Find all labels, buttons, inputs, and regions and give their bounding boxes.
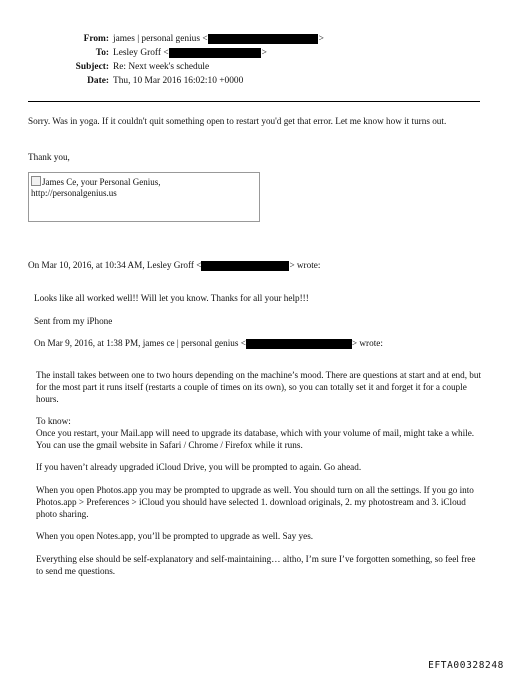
quote2-paragraph-4: When you open Photos.app you may be prompted to upgrade as well. You should turn on all the settings. If you go into Photos.app > Preferences > iCloud you should have selected 1. download originals, 2. my photostream and 3. iCloud photo sharing. bbox=[36, 485, 474, 519]
signature-line-2: http://personalgenius.us bbox=[31, 188, 117, 198]
quote1-body: Looks like all worked well!! Will let you know. Thanks for all your help!!! bbox=[34, 293, 309, 303]
quote2-paragraph-3: If you haven’t already upgraded iCloud Drive, you will be prompted to again. Go ahead. bbox=[36, 462, 362, 472]
redaction-bar bbox=[201, 261, 289, 271]
attribution-text: On Mar 9, 2016, at 1:38 PM, james ce | personal genius < bbox=[34, 338, 246, 348]
signature-line-1: James Ce, your Personal Genius, bbox=[42, 177, 161, 187]
quote1-attribution bbox=[28, 259, 480, 271]
quote2-paragraph-1: The install takes between one to two hours depending on the machine’s mood. There are questions at start and at end, but for the most part it runs itself (restarts a couple of times on its own), so you can totally set it and forget it for a couple hours. bbox=[36, 370, 482, 404]
redaction-bar bbox=[208, 34, 318, 44]
to-label: To: bbox=[95, 48, 109, 58]
redaction-bar bbox=[169, 48, 261, 58]
date-label: Date: bbox=[87, 76, 109, 86]
date-value: Thu, 10 Mar 2016 16:02:10 +0000 bbox=[113, 76, 244, 86]
signature-image-placeholder bbox=[28, 172, 260, 222]
email-header bbox=[34, 32, 324, 88]
reply-body: Sorry. Was in yoga. If it couldn't quit something open to restart you'd get that error. Let me know how it turns out. bbox=[28, 116, 447, 126]
quote2-attribution bbox=[34, 337, 480, 349]
to-row bbox=[34, 46, 324, 60]
reply-thanks: Thank you, bbox=[28, 152, 70, 162]
from-row bbox=[34, 32, 324, 46]
subject-label: Subject: bbox=[75, 62, 109, 72]
from-label: From: bbox=[83, 34, 109, 44]
attribution-wrote: > wrote: bbox=[351, 338, 383, 348]
quote2-paragraph-2: Once you restart, your Mail.app will need to upgrade its database, which with your volume of mail, might take a while. You can use the gmail website in Safari / Chrome / Firefox while it runs. bbox=[36, 428, 475, 450]
quote2-know-title: To know: bbox=[36, 416, 71, 426]
close-bracket: > bbox=[318, 34, 324, 44]
from-value: james | personal genius < bbox=[113, 34, 208, 44]
close-bracket: > bbox=[261, 48, 267, 58]
to-value: Lesley Groff < bbox=[113, 48, 169, 58]
attribution-text: On Mar 10, 2016, at 10:34 AM, Lesley Groff < bbox=[28, 260, 202, 270]
document-id: EFTA00328248 bbox=[428, 660, 504, 671]
quote2-paragraph-5: When you open Notes.app, you’ll be prompted to upgrade as well. Say yes. bbox=[36, 531, 314, 541]
header-divider bbox=[28, 101, 480, 102]
subject-row bbox=[34, 60, 324, 74]
attribution-wrote: > wrote: bbox=[289, 260, 321, 270]
quote1-sent-from: Sent from my iPhone bbox=[34, 316, 113, 326]
quote2-paragraph-6: Everything else should be self-explanatory and self-maintaining… altho, I’m sure I’ve forgotten something, so feel free to send me questions. bbox=[36, 554, 476, 576]
date-row bbox=[34, 74, 324, 88]
subject-value: Re: Next week's schedule bbox=[113, 62, 210, 72]
broken-image-icon bbox=[31, 176, 41, 186]
redaction-bar bbox=[246, 339, 352, 349]
